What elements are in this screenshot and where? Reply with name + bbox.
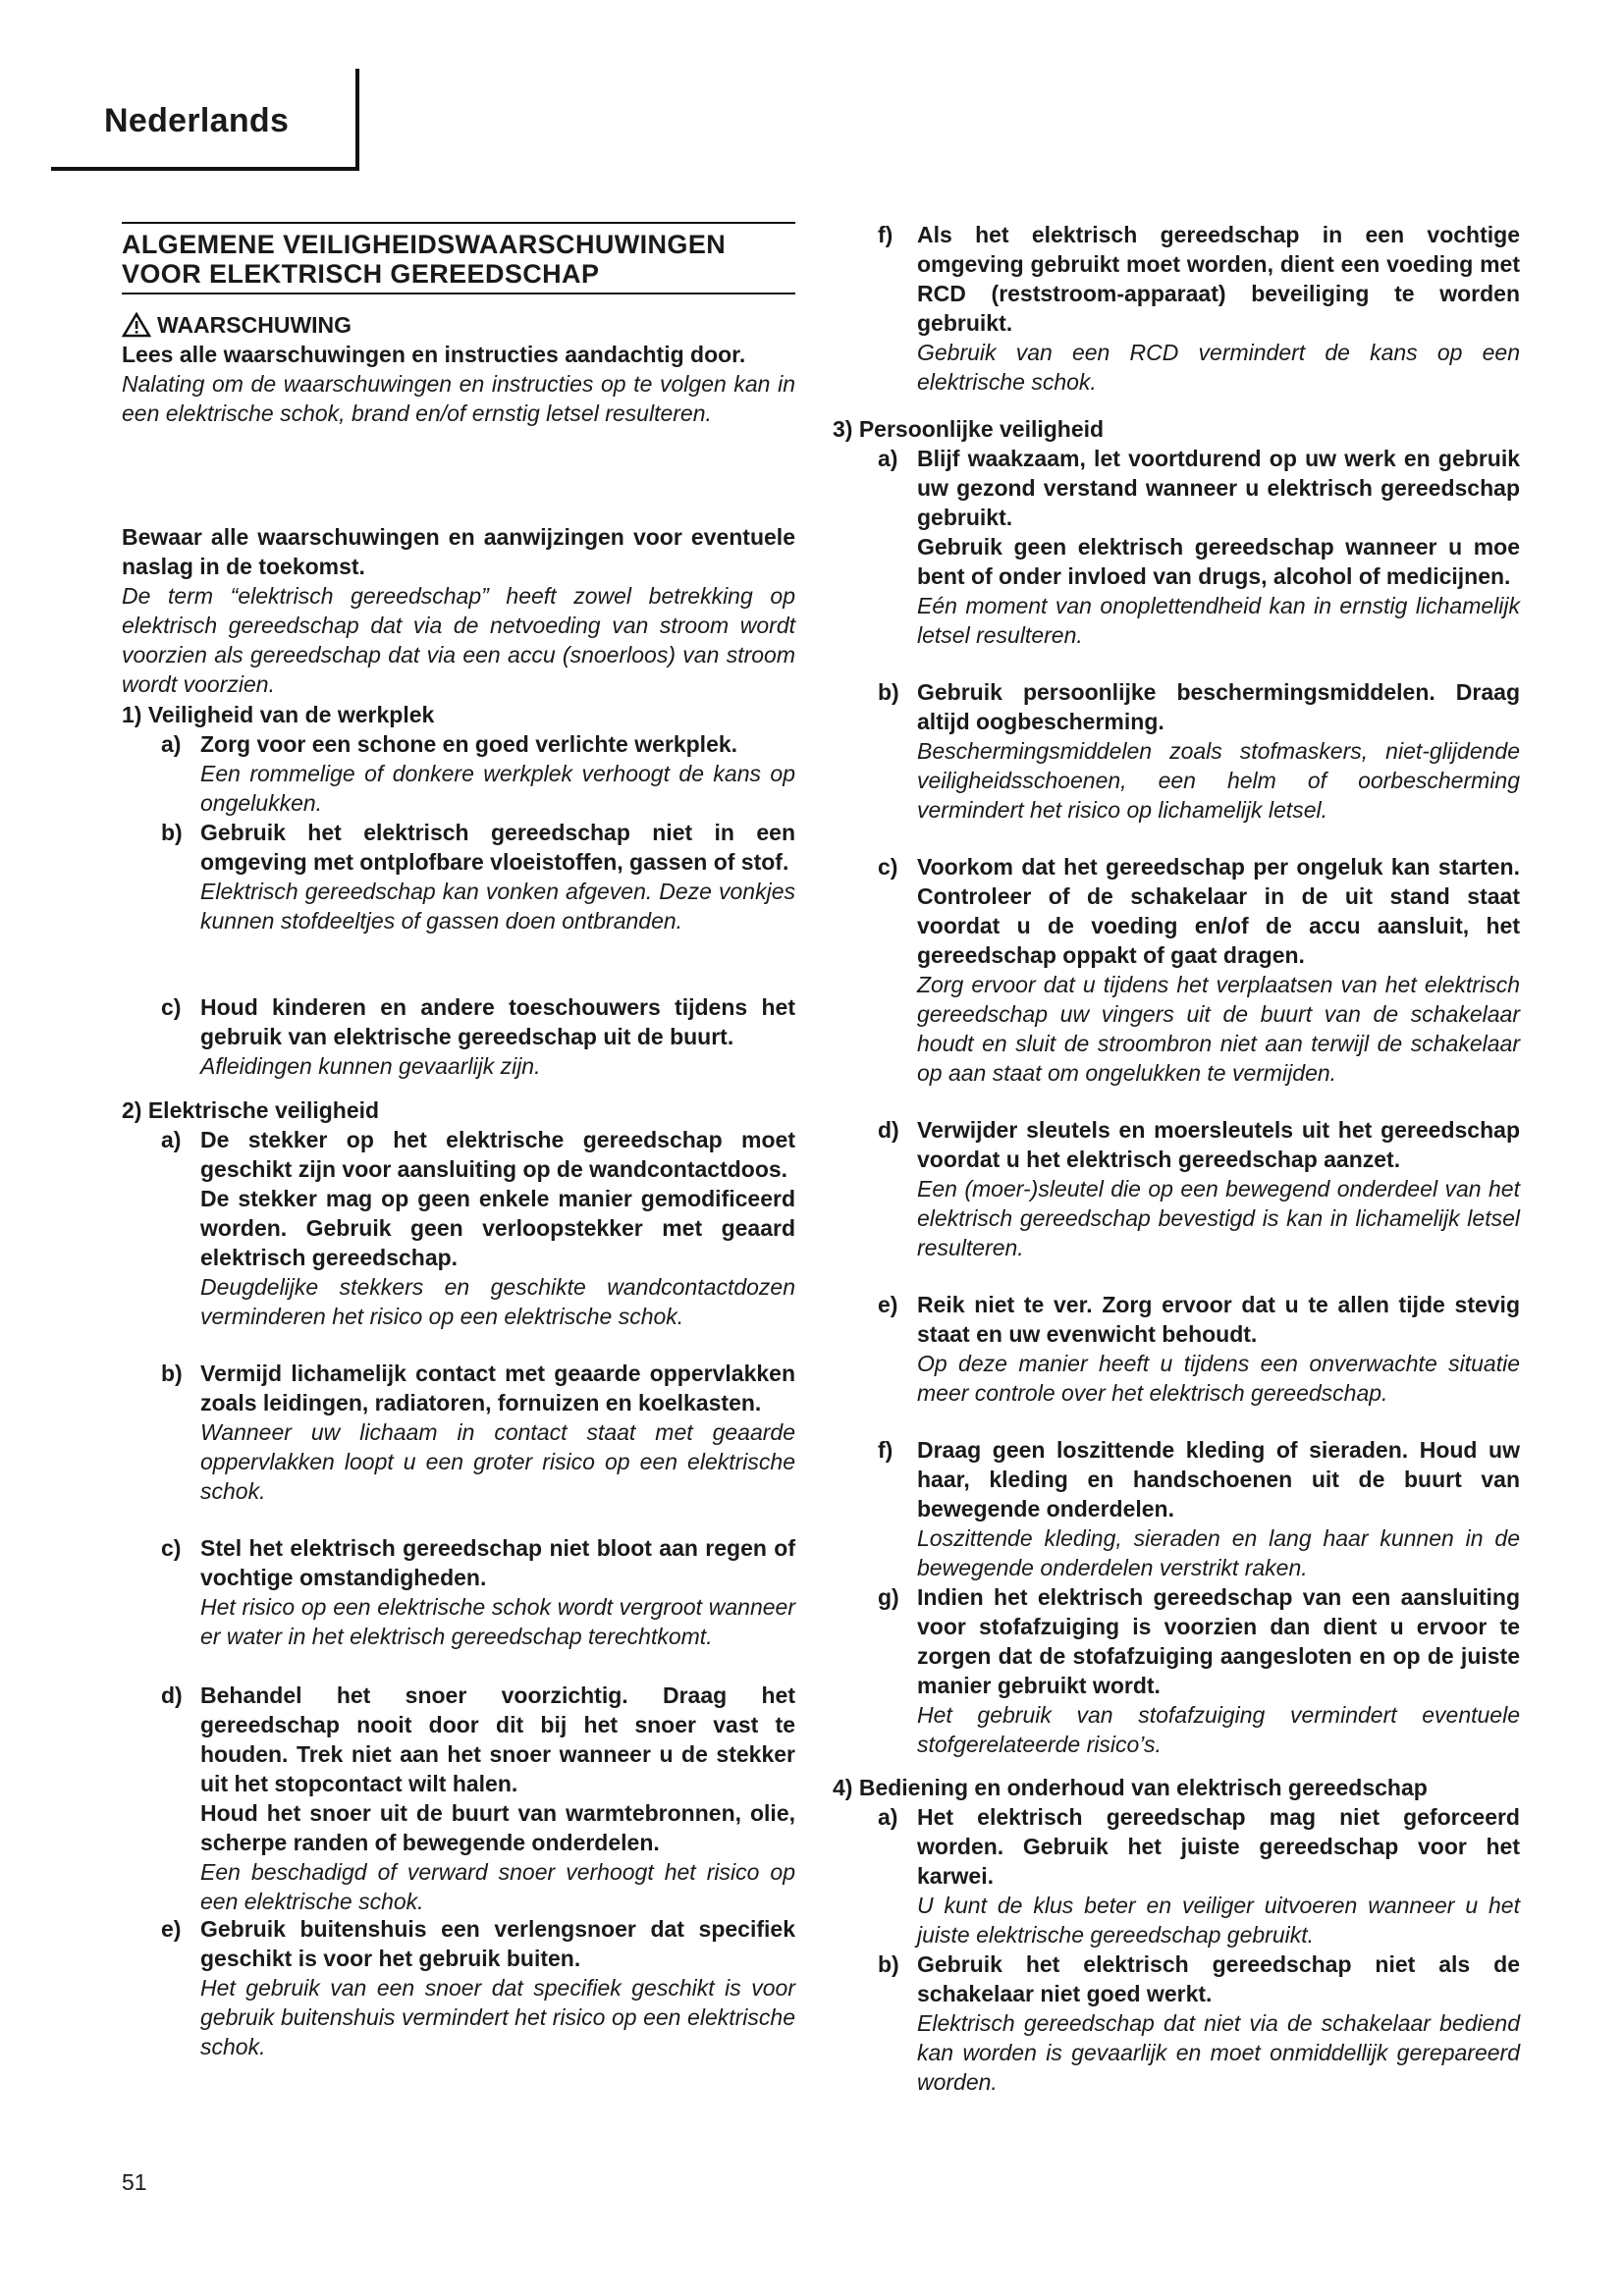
warning-triangle-icon (122, 312, 151, 338)
item-label: b) (161, 1361, 183, 1386)
section-1-item-b (161, 818, 795, 935)
item-italic-text: Loszittende kleding, sieraden en lang haar kunnen in de bewegende onderdelen verstrikt raken. (917, 1525, 1520, 1580)
item-label: d) (878, 1117, 899, 1143)
section-3-item-c (878, 852, 1520, 1088)
item-label: a) (161, 731, 182, 757)
heading-line-1: ALGEMENE VEILIGHEIDSWAARSCHUWINGEN (122, 230, 727, 259)
item-italic-text: Op deze manier heeft u tijdens een onverwachte situatie meer controle over het elektrisch gereedschap. (917, 1351, 1520, 1406)
item-label: c) (878, 854, 898, 880)
item-label: e) (161, 1916, 182, 1942)
warning-italic-text: Nalating om de waarschuwingen en instructies op te volgen kan in een elektrische schok, brand en/of ernstig letsel resulteren. (122, 371, 795, 426)
item-label: b) (878, 679, 899, 705)
item-label: a) (878, 1804, 898, 1830)
item-italic-text: Een beschadigd of verward snoer verhoogt het risico op een elektrische schok. (200, 1859, 795, 1914)
item-bold-text: Voorkom dat het gereedschap per ongeluk kan starten. Controleer of de schakelaar in de uit stand staat voordat u de voeding en/of de accu aansluit, het gereedschap oppakt of gaat dragen. (917, 854, 1520, 968)
item-label: b) (878, 1951, 899, 1977)
item-bold-text: Gebruik buitenshuis een verlengsnoer dat specifiek geschikt is voor het gebruik buiten. (200, 1916, 795, 1971)
item-bold-text: De stekker op het elektrische gereedschap moet geschikt zijn voor aansluiting op de wandcontactdoos. (200, 1127, 795, 1182)
item-label: e) (878, 1292, 898, 1317)
keep-instructions-block (122, 522, 795, 699)
item-italic-text: Een (moer-)sleutel die op een bewegend onderdeel van het elektrisch gereedschap bevestigd is kan in lichamelijk letsel resulteren. (917, 1176, 1520, 1260)
item-bold-text: Als het elektrisch gereedschap in een vochtige omgeving gebruikt moet worden, dient een voeding met RCD (reststroom-apparaat) beveiliging te worden gebruikt. (917, 222, 1520, 336)
item-label: f) (878, 222, 893, 247)
item-label: g) (878, 1584, 899, 1610)
item-bold-text: Het elektrisch gereedschap mag niet geforceerd worden. Gebruik het juiste gereedschap voor het karwei. (917, 1804, 1520, 1889)
section-1-item-a (161, 729, 795, 818)
section-1-item-c (161, 992, 795, 1081)
item-italic-text: Elektrisch gereedschap kan vonken afgeven. Deze vonkjes kunnen stofdeeltjes of gassen doen ontbranden. (200, 879, 795, 934)
section-4-item-b (878, 1949, 1520, 2097)
item-label: a) (878, 446, 898, 471)
item-bold-text-2: De stekker mag op geen enkele manier gemodificeerd worden. Gebruik geen verloopstekker met geaard elektrisch gereedschap. (200, 1186, 795, 1270)
item-bold-text: Draag geen loszittende kleding of sieraden. Houd uw haar, kleding en handschoenen uit de buurt van bewegende onderdelen. (917, 1437, 1520, 1522)
item-label: b) (161, 820, 183, 845)
item-italic-text: Elektrisch gereedschap dat niet via de schakelaar bediend kan worden is gevaarlijk en moet onmiddellijk gerepareerd worden. (917, 2010, 1520, 2095)
item-label: f) (878, 1437, 893, 1463)
section-3-item-a (878, 444, 1520, 650)
language-label: Nederlands (104, 102, 290, 139)
item-italic-text: Het risico op een elektrische schok wordt vergroot wanneer er water in het elektrisch gereedschap terechtkomt. (200, 1594, 795, 1649)
item-bold-text: Behandel het snoer voorzichtig. Draag het gereedschap nooit door dit bij het snoer vast te houden. Trek niet aan het snoer wanneer u de stekker uit het stopcontact wilt halen. (200, 1682, 795, 1796)
section-3-title: 3) Persoonlijke veiligheid (833, 416, 1105, 442)
section-3-item-g (878, 1582, 1520, 1759)
section-2-item-e (161, 1914, 795, 2061)
item-italic-text: Eén moment van onoplettendheid kan in ernstig lichamelijk letsel resulteren. (917, 593, 1520, 648)
item-label: d) (161, 1682, 183, 1708)
warning-label: WAARSCHUWING (157, 312, 352, 338)
item-bold-text: Indien het elektrisch gereedschap van een aansluiting voor stofafzuiging is voorzien dan dient u ervoor te zorgen dat de stofafzuiging aangesloten en op de juiste manier gebruikt wordt. (917, 1584, 1520, 1698)
section-2-title: 2) Elektrische veiligheid (122, 1097, 380, 1123)
item-label: c) (161, 994, 182, 1020)
keep-italic-text: De term “elektrisch gereedschap” heeft zowel betrekking op elektrisch gereedschap dat via de netvoeding van stroom wordt voorzien als gereedschap dat via een accu (snoerloos) van stroom wordt voorzien. (122, 583, 795, 697)
item-bold-text: Gebruik het elektrisch gereedschap niet in een omgeving met ontplofbare vloeistoffen, gassen of stof. (200, 820, 795, 875)
section-2-item-b (161, 1359, 795, 1506)
item-bold-text: Houd kinderen en andere toeschouwers tijdens het gebruik van elektrische gereedschap uit de buurt. (200, 994, 795, 1049)
item-italic-text: Deugdelijke stekkers en geschikte wandcontactdozen verminderen het risico op een elektrische schok. (200, 1274, 795, 1329)
item-label: c) (161, 1535, 182, 1561)
item-italic-text: Afleidingen kunnen gevaarlijk zijn. (200, 1053, 541, 1079)
item-italic-text: Wanneer uw lichaam in contact staat met geaarde oppervlakken loopt u een groter risico op een elektrische schok. (200, 1419, 795, 1504)
item-bold-text: Stel het elektrisch gereedschap niet bloot aan regen of vochtige omstandigheden. (200, 1535, 795, 1590)
section-heading (122, 222, 795, 294)
item-italic-text: Het gebruik van stofafzuiging vermindert eventuele stofgerelateerde risico’s. (917, 1702, 1520, 1757)
item-bold-text-2: Houd het snoer uit de buurt van warmtebronnen, olie, scherpe randen of bewegende onderdelen. (200, 1800, 795, 1855)
section-3-item-e (878, 1290, 1520, 1408)
item-bold-text: Blijf waakzaam, let voortdurend op uw werk en gebruik uw gezond verstand wanneer u elektrisch gereedschap gebruikt. (917, 446, 1520, 530)
item-italic-text: Een rommelige of donkere werkplek verhoogt de kans op ongelukken. (200, 761, 795, 816)
item-italic-text: Beschermingsmiddelen zoals stofmaskers, niet-glijdende veiligheidsschoenen, een helm of oorbescherming vermindert het risico op lichamelijk letsel. (917, 738, 1520, 823)
warning-block (122, 310, 795, 428)
item-bold-text: Zorg voor een schone en goed verlichte werkplek. (200, 731, 738, 757)
section-3-item-f (878, 1435, 1520, 1582)
language-tab (51, 69, 359, 171)
item-bold-text: Vermijd lichamelijk contact met geaarde oppervlakken zoals leidingen, radiatoren, fornuizen en koelkasten. (200, 1361, 795, 1415)
item-italic-text: U kunt de klus beter en veiliger uitvoeren wanneer u het juiste elektrische gereedschap gebruikt. (917, 1893, 1520, 1948)
section-2-item-d (161, 1681, 795, 1916)
section-1-title: 1) Veiligheid van de werkplek (122, 702, 435, 727)
section-3-item-d (878, 1115, 1520, 1262)
section-4-item-a (878, 1802, 1520, 1949)
item-bold-text: Gebruik persoonlijke beschermingsmiddelen. Draag altijd oogbescherming. (917, 679, 1520, 734)
item-label: a) (161, 1127, 182, 1152)
item-italic-text: Het gebruik van een snoer dat specifiek geschikt is voor gebruik buitenshuis vermindert het risico op een elektrische schok. (200, 1975, 795, 2059)
section-2-item-f (878, 220, 1520, 397)
item-italic-text: Gebruik van een RCD vermindert de kans op een elektrische schok. (917, 340, 1520, 395)
warning-title (122, 310, 795, 340)
item-bold-text-2: Gebruik geen elektrisch gereedschap wanneer u moe bent of onder invloed van drugs, alcohol of medicijnen. (917, 534, 1520, 589)
item-bold-text: Reik niet te ver. Zorg ervoor dat u te allen tijde stevig staat en uw evenwicht behoudt. (917, 1292, 1520, 1347)
item-bold-text: Gebruik het elektrisch gereedschap niet als de schakelaar niet goed werkt. (917, 1951, 1520, 2006)
heading-line-2: VOOR ELEKTRISCH GEREEDSCHAP (122, 259, 600, 289)
section-2-item-c (161, 1533, 795, 1651)
section-3-item-b (878, 677, 1520, 825)
section-2-item-a (161, 1125, 795, 1331)
warning-bold-text: Lees alle waarschuwingen en instructies aandachtig door. (122, 342, 746, 367)
keep-bold-text: Bewaar alle waarschuwingen en aanwijzingen voor eventuele naslag in de toekomst. (122, 524, 795, 579)
page-number: 51 (122, 2169, 147, 2195)
section-4-title: 4) Bediening en onderhoud van elektrisch gereedschap (833, 1775, 1428, 1800)
item-italic-text: Zorg ervoor dat u tijdens het verplaatsen van het elektrisch gereedschap uw vingers uit de buurt van de schakelaar houdt en sluit de stroombron niet aan terwijl de schakelaar op aan staat om ongelukken te vermijden. (917, 972, 1520, 1086)
item-bold-text: Verwijder sleutels en moersleutels uit het gereedschap voordat u het elektrisch gereedschap aanzet. (917, 1117, 1520, 1172)
